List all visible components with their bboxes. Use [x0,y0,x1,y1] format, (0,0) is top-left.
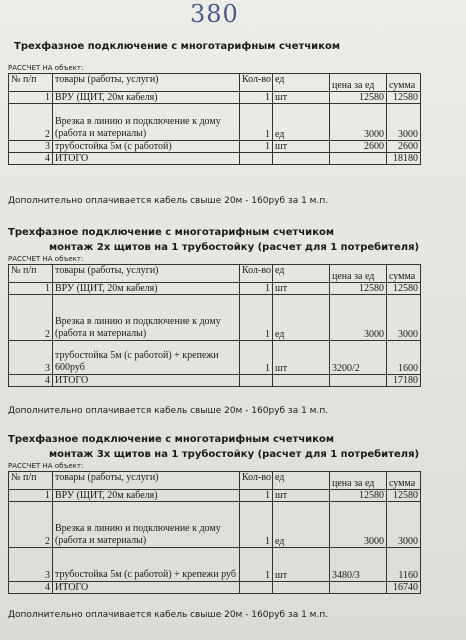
table-header-row [9,74,421,92]
table-row: 2 Врезка в линию и подключение к дому (работа и материалы) 1 ед 3000 3000 [9,104,421,141]
table-header-row: № п/п товары (работы, услуги) Кол-во ед цена за ед сумма [9,472,421,490]
table-row-total: 4 ИТОГО 16740 [9,582,421,594]
section-2 [8,226,420,416]
table-row: 1 ВРУ (ЩИТ, 20м кабеля) 1 шт 12580 12580 [9,92,421,104]
table-row-total: 4 ИТОГО 17180 [9,375,421,387]
handwritten-page-number: 380 [190,0,239,28]
section-3 [8,433,420,620]
cable-note: Дополнительно оплачивается кабель свыше 20м - 160руб за 1 м.п. [8,610,329,620]
header-qty: Кол-во [240,74,273,92]
header-sum: сумма [387,74,421,92]
table-row: 2 Врезка в линию и подключение к дому (работа и материалы) 1 ед 3000 3000 [9,295,421,341]
section-title: Трехфазное подключение с многотарифным счетчиком [8,227,335,238]
raschet-label: РАССЧЕТ НА объект: [8,64,84,72]
section-subtitle: монтаж 3х щитов на 1 трубостойку (расчет для 1 потребителя) [48,449,420,460]
table-row: 1 ВРУ (ЩИТ, 20м кабеля) 1 шт 12580 12580 [9,283,421,295]
price-table [8,264,421,387]
header-unit: ед [273,74,330,92]
raschet-label: РАССЧЕТ НА объект: [8,462,84,470]
cable-note: Дополнительно оплачивается кабель свыше 20м - 160руб за 1 м.п. [8,406,329,416]
table-row: 3 трубостойка 5м (с работой) + крепежи 600руб 1 шт 3200/2 1600 [9,341,421,375]
table-row-total: 4 ИТОГО 18180 [9,153,421,165]
header-goods: товары (работы, услуги) [53,74,240,92]
section-1 [8,40,420,206]
header-price: цена за ед [330,74,387,92]
header-num: № п/п [9,74,53,92]
table-row: 3 трубостойка 5м (с работой) + крепежи руб 1 шт 3480/3 1160 [9,548,421,582]
raschet-label: РАССЧЕТ НА объект: [8,255,84,263]
section-subtitle: монтаж 2х щитов на 1 трубостойку (расчет для 1 потребителя) [48,242,420,253]
table-row: 3 трубостойка 5м (с работой) 1 шт 2600 2600 [9,141,421,153]
section-title: Трехфазное подключение с многотарифным счетчиком [8,434,335,445]
cable-note: Дополнительно оплачивается кабель свыше 20м - 160руб за 1 м.п. [8,196,329,206]
price-table [8,471,421,594]
table-row: 1 ВРУ (ЩИТ, 20м кабеля) 1 шт 12580 12580 [9,490,421,502]
table-header-row: № п/п товары (работы, услуги) Кол-во ед цена за ед сумма [9,265,421,283]
table-row: 2 Врезка в линию и подключение к дому (работа и материалы) 1 ед 3000 3000 [9,502,421,548]
section-title: Трехфазное подключение с многотарифным счетчиком [14,41,341,52]
price-table [8,73,421,165]
